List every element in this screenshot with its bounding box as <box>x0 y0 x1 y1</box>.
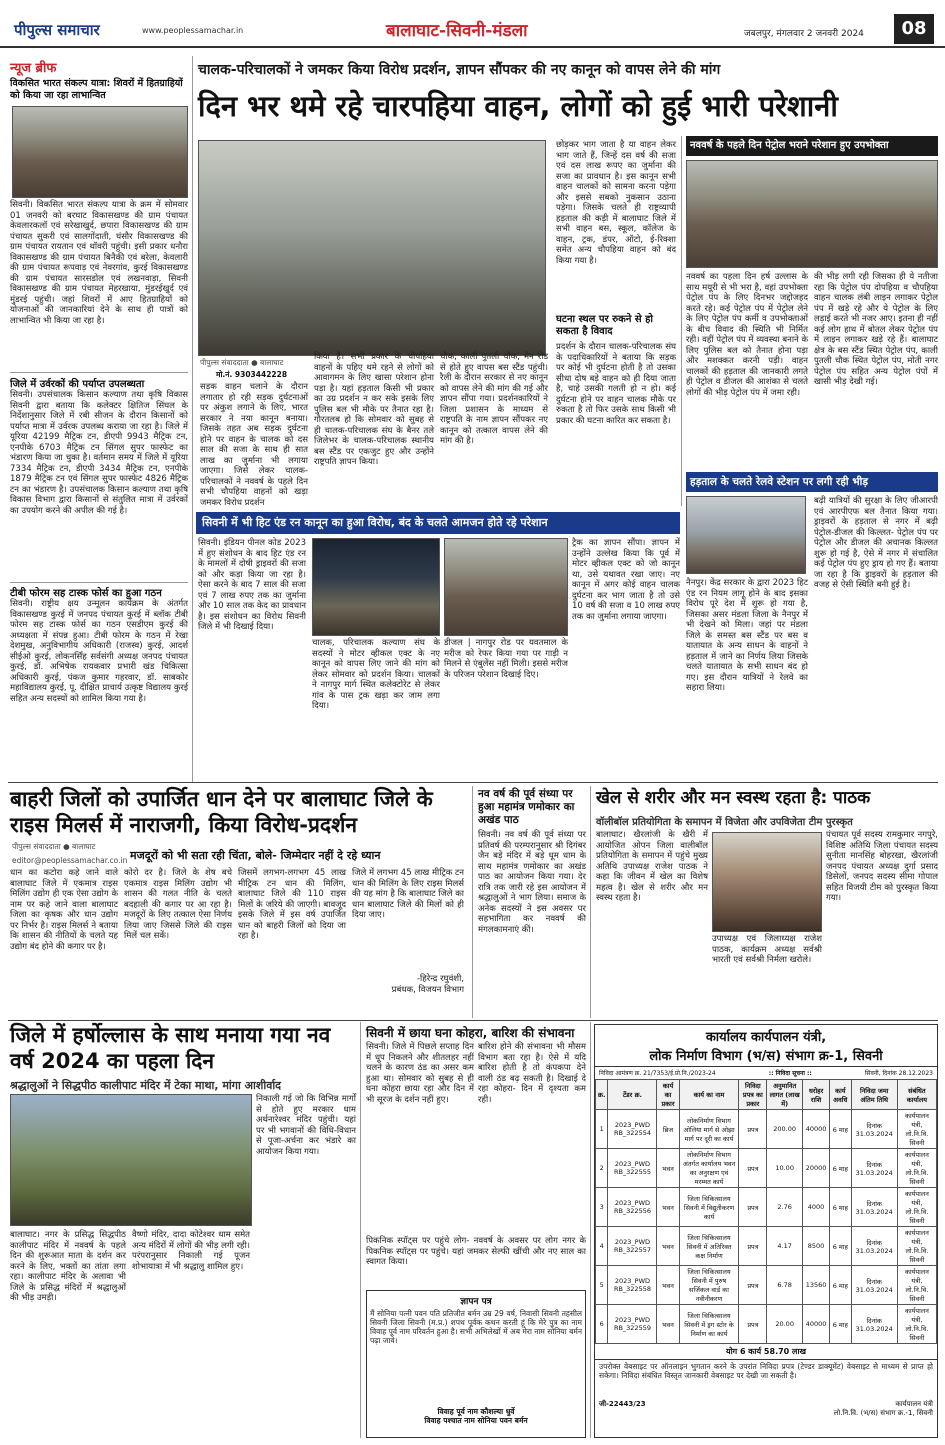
rice-headline: बाहरी जिलों को उपार्जित धान देने पर बालाघाट जिले के राइस मिलर्स में नाराजगी, किया विरोध-प्रदर्शन <box>10 787 433 837</box>
tender-cell: प्रपत्र <box>739 1266 767 1305</box>
tender-row <box>596 1266 937 1305</box>
tender-cell: 2023_PWD RB_322554 <box>608 1110 657 1149</box>
rice-signoff: -हिरेन्द्र रघुवंशी, प्रबंधक, विजयन विभाग <box>391 974 464 995</box>
tender-cell: 40000 <box>803 1305 830 1344</box>
nye-headline: नव वर्ष की पूर्व संध्या पर हुआ महामंत्र णमोकार का अखंड पाठ <box>478 788 575 826</box>
temple-col2: वैष्णो मंदिर, दादा कोटेश्वर धाम समेत अन्य मंदिरों में लोगों की भीड़ लगी रही। परंपरानुसार निकाली गई पूजन शोभायात्रा में भी श्रद्धालु शामिल हुए। <box>132 1230 250 1272</box>
tender-col-header: अनुमानित लागत (लाख में) <box>767 1080 803 1110</box>
sports-photo <box>712 832 822 932</box>
petrol-headline: नववर्ष के पहले दिन पेट्रोल भराने परेशान हुए उपभोक्ता <box>686 136 938 156</box>
rice-col4: जिले में लगभग 45 लाख मीट्रिक टन धान की मिलिंग के लिए राइस मिलर्स की यह मांग है कि बालाघाट जिले का धान बालाघाट जिले की मिलों को ही दिया जाए। <box>352 868 464 920</box>
legal-notice-title: ज्ञापन पत्र <box>460 1297 492 1307</box>
tender-cell: 4 <box>596 1227 608 1266</box>
tender-col-header: निविदा जमा अंतिम तिथि <box>851 1080 897 1110</box>
tender-cell: 6 माह <box>829 1305 851 1344</box>
tender-code: जी-22443/23 <box>599 1400 646 1408</box>
lead-subhead: घटना स्थल पर रुकने से हो सकता है विवाद <box>556 314 653 337</box>
sports-col1: बालाघाट। खैरलांजी के खैरी में आयोजित ओपन जिला वालीबॉल प्रतियोगिता के समापन में पहुंचे मुख्य अतिथि उपाध्यक्ष राजेश पाठक ने कहा कि जीवन में खेल का विशेष महत्व है। खेल से शरीर और मन स्वस्थ रहता है। <box>596 830 708 903</box>
brief-2-title: जिले में उर्वरकों की पर्याप्त उपलब्धता <box>10 379 145 390</box>
lead-col1: सड़क वाहन चलाने के दौरान लगातार हो रही सड़क दुर्घटनाओं पर अंकुश लगाने के लिए, भारत सरकार ने नया कानून बनाया। जिसके तहत अब सड़क दुर्घटना होने पर वाहन के चालक को दस साल की सजा के साथ ही सात लाख का जुर्माना भी लगाया जाएगा। जिसे लेकर चालक-परिचालकों ने नववर्ष के पहले दिन सभी चौपहिया वाहनों को खड़ा जमकर विरोध प्रदर्शन <box>200 382 308 508</box>
issue-date: जबलपुर, मंगलवार 2 जनवरी 2024 <box>744 29 864 39</box>
legal-notice-body: मैं सोनिया पत्नी पवन पति प्रतिजीत बर्मन उम्र 29 वर्ष, निवासी सिवनी तहसील सिवनी जिला सिवनी (म.प्र.) शपथ पूर्वक कथन करती हूं कि मेरे पुत्र का नाम विवाह पूर्व नाम परिवर्तन हुआ है। सभी अभिलेखों में अब मेरा नाम सोनिया बर्मन पढ़ा जावे। <box>370 1309 582 1345</box>
tender-cell: लोकनिर्माण विभाग ओलिया मार्ग से ओझा मार्ग पर दूरी का कार्य <box>679 1110 739 1149</box>
tender-cell: दिनांक 31.03.2024 <box>851 1110 897 1149</box>
tender-cell: 200.00 <box>767 1110 803 1149</box>
tender-cell: 2 <box>596 1149 608 1188</box>
brand-logo: पीपुल्स समाचार <box>14 21 100 39</box>
tender-col-header: क्र. <box>596 1080 608 1110</box>
rail-col1: नैनपुर। केंद्र सरकार के द्वारा 2023 हिट एंड रन नियम लागू होने के बाद इसका विरोध पूरे देश में शुरू हो गया है, जिसका असर मंडला जिला के नैनपुर में भी देखने को मिला। जहां पर मंडला जिले के समस्त बस स्टैंड पर बस व यातायात के अन्य साधन के वाहनों ने हड़ताल में जाने का निर्णय लिया जिसके चलते यातायात के सभी साधन बंद हो गए। इस दौरान यात्रियों ने रेलवे का सहारा लिया। <box>686 578 808 693</box>
tender-cell: कार्यपालन यंत्री, लो.नि.वि. सिवनी <box>897 1266 936 1305</box>
tender-ref: निविदा आमंत्रण क्र. 21/7353/ई.प्रो.नि./2023-24 <box>599 1070 716 1077</box>
tender-cell: 2023_PWD RB_322557 <box>608 1227 657 1266</box>
tender-cell: प्रपत्र <box>739 1188 767 1227</box>
petrol-col2: की भीड़ लगी रही जिसका ही ये नतीजा रहा कि पेट्रोल पंप दोपहिया व चौपहिया वाहन चालक लंबी लाइन लगाकर पेट्रोल पंप में खड़े रहे और ये पेट्रोल के लिए लड़ाई करते भी नजर आए। इतना ही नहीं कई लोग हाथ में बोतल लेकर पेट्रोल पंप में लाइन लगाकर खड़े रहे हैं। बालाघाट क्षेत्र के बस स्टैंड स्थित पेट्रोल पंप, काली पुतली चौक स्थित पेट्रोल पंप, मोती नगर पेट्रोल पंप सहित अन्य पेट्रोल पंपों में खासी भीड़ देखी गई। <box>814 272 938 387</box>
seoni-caption-2: डीजल | नागपुर रोड पर यवतमाल के मरीज को रेफर किया गया पर गाड़ी न मिलने से एंबुलेंस नहीं मिली। इससे मरीज के परिजन परेशान दिखाई दिए। <box>444 638 568 680</box>
tender-row <box>596 1227 937 1266</box>
brief-3-body: सिवनी। राष्ट्रीय क्षय उन्मूलन कार्यक्रम के अंतर्गत विकासखण्ड कुरई में जनपद पंचायत कुरई में ब्लॉक टीबी फोरम सह टास्क फोर्स का गठन एसडीएम कुरई की अध्यक्षता में संपन्न हुआ। टीबी फोरम के गठन में रेखा देशमुख, अनुविभागीय अधिकारी (राजस्व) कुरई, आदर्श सीईओ कुरई, लोकनर्सिंह सर्वसंगी अध्यक्ष जनपद पंचायत कुरई, डॉ. अभिषेक रायकवार प्रभारी खंड चिकित्सा अधिकारी कुरई, पंकज कुमार गहरवार, डॉ. साबकोर महाविद्यालय कुरई, पू. दीक्षित प्राचार्य उत्कृष्ट विद्यालय कुरई सहित अन्य सदस्यों को शामिल किया गया है। <box>10 599 188 704</box>
tender-cell: भवन <box>657 1227 679 1266</box>
tender-cell: कार्यपालन यंत्री, लो.नि.वि. सिवनी <box>897 1110 936 1149</box>
seoni-photo-2 <box>444 538 568 636</box>
tender-cell: 2023_PWD RB_322556 <box>608 1188 657 1227</box>
tender-cell: दिनांक 31.03.2024 <box>851 1305 897 1344</box>
tender-cell: जिला चिकित्सालय सिवनी में विद्युतीकरण कार्य <box>679 1188 739 1227</box>
brief-1-body: सिवनी। विकसित भारत संकल्प यात्रा के क्रम में सोमवार 01 जनवरी को बरघाट विकासखण्ड की ग्राम पंचायत केवलारकलॉ एवं सरेखाखुर्द, छपारा विकासखण्ड की ग्राम पंचायत सुकरी एवं सालगोंदाती, घंसौर विकासखण्ड की ग्राम पंचायत रायतान एवं थॉवरी पहुंची। इसी प्रकार धनौरा विकासखण्ड की ग्राम पंचायत बिनैकी एवं बरेला, केवलारी की ग्राम पंचायत रूपवाड़ एवं नेवरगांव, कुरई विकासखण्ड की ग्राम पंचायत सारसडोल एवं लखनवाड़ा, सिवनी विकासखण्ड की ग्राम पंचायत मेहरखाया, मुंडरईखुर्द एवं मुंडरई पहुंची। जहां शिवरों में आए हितग्राहियों को योजनाओं की जानकारियां देने के साथ ही पात्रों को लाभान्वित भी किया जा रहा है। <box>10 200 188 326</box>
tender-col-header: संबंधित कार्यालय <box>897 1080 936 1110</box>
tender-cell: प्रपत्र <box>739 1305 767 1344</box>
weather-col1: सिवनी। जिले में पिछले सप्ताह दिन में धूप निकलने और शीतलहर नहीं चलने के कारण ठंड का असर कम हुआ था। सोमवार को सुबह से ही घना कोहरा छाया रहा और दिन में भी सूरज के दर्शन नहीं हुए। <box>366 1042 474 1105</box>
tender-cell: जिला चिकित्सालय सिवनी में अतिरिक्त कक्ष निर्माण <box>679 1227 739 1266</box>
tender-notice-label: :: निविदा सूचना :: <box>768 1070 812 1077</box>
sports-caption: उपाध्यक्ष एवं जिलाध्यक्ष राजेश पाठक, कार्यक्रम अध्यक्ष सर्वश्री भारती एवं सर्वश्री निर्मला खरोले। <box>712 934 822 965</box>
tender-cell: लोकनिर्माण विभाग अंतर्गत कार्यालय भवन का अनुरक्षण एवं मरम्मत कार्य <box>679 1149 739 1188</box>
masthead-url: www.peoplessamachar.in <box>142 26 244 35</box>
tender-cell: 40000 <box>803 1110 830 1149</box>
tender-sign: कार्यपालन यंत्री लो.नि.वि. (भ/स) संभाग क्र.-1, सिवनी <box>833 1400 933 1417</box>
tender-dept: लोक निर्माण विभाग (भ/स) संभाग क्र-1, सिवनी <box>649 1049 883 1064</box>
tender-cell: 2023_PWD RB_322559 <box>608 1305 657 1344</box>
tender-col-header: टेंडर क्र. <box>608 1080 657 1110</box>
lead-photo-credit: पीपुल्स संवाददाता ● बालाघाट <box>200 358 284 367</box>
legal-notice-footer: विवाह पूर्व नाम कौशल्या धुर्वे विवाह पश्चात नाम सोनिया पवन बर्मन <box>424 1407 528 1425</box>
tender-cell: 13560 <box>803 1266 830 1305</box>
tender-col-header: कार्य अवधि <box>829 1080 851 1110</box>
tender-notice <box>594 1024 938 1438</box>
sports-headline: खेल से शरीर और मन स्वस्थ रहता है: पाठक <box>596 788 871 808</box>
seoni-photo-1 <box>312 538 440 636</box>
tender-cell: दिनांक 31.03.2024 <box>851 1266 897 1305</box>
tender-office: कार्यालय कार्यपालन यंत्री, <box>705 1030 827 1045</box>
tender-cell: जिला चिकित्सालय सिवनी में पुरुष सर्जिकल वार्ड का नवीनीकरण <box>679 1266 739 1305</box>
lead-headline: दिन भर थमे रहे चारपहिया वाहन, लोगों को हुई भारी परेशानी <box>198 89 838 123</box>
rail-col2: बढ़ी यात्रियों की सुरक्षा के लिए जीआरपी एवं आरपीएफ बल तैनात किया गया। ड्राइवरों के हड़ताल से नगर में बढ़ी पेट्रोल-डीजल की किल्लत- पेट्रोल पंप पर पेट्रोल और डीजल की अचानक किल्लत शुरू हो गई है, ऐसे में नगर में संचालित कई पेट्रोल पंप हुए ड्राय हो गए हैं। बताया जा रहा है कि ड्राइवरों के हड़ताल की वजह से ऐसी स्थिति बनी हुई है। <box>814 496 938 590</box>
petrol-col1: नववर्ष का पहला दिन हर्ष उल्लास के साथ मयूरी से भी भरा है, वहां उपभोक्ता पेट्रोल पंप के लिए दिनभर जद्दोजहद करते रहे। कई पेट्रोल पंप में पेट्रोल लेने के लिए पेट्रोल पंप कर्मी व उपभोक्ताओं के बीच विवाद की स्थिति भी निर्मित रही। वहीं पेट्रोल पंप में व्यवस्था बनाने के लिए पुलिस बल को तैनात होना पड़ा और मशक्कत करनी पड़ी। वाहन चालकों की हड़ताल की जानकारी लगते ही पेट्रोल व डीजल की आशंका से चलते लोगों की भीड़ पेट्रोल पंप में जमा रही। <box>686 272 808 398</box>
tender-cell: 2023_PWD RB_322555 <box>608 1149 657 1188</box>
tender-cell: प्रपत्र <box>739 1110 767 1149</box>
tender-col-header: कार्य का प्रकार <box>657 1080 679 1110</box>
tender-row <box>596 1188 937 1227</box>
temple-col3: निकाली गई जो कि विभिन्न मार्गों से होते हुए मरकार धाम अर्थनारेश्वर मंदिर पहुंची। यहां पर भी भगवानों की विधि-विधान से पूजा-अर्चना कर भंडारे का आयोजन किया गया। <box>256 1094 356 1157</box>
tender-cell: 6 माह <box>829 1188 851 1227</box>
sports-subhead: वॉलीबॉल प्रतियोगिता के समापन में विजेता और उपविजेता टीम पुरस्कृत <box>596 817 853 828</box>
tender-cell: दिनांक 31.03.2024 <box>851 1188 897 1227</box>
tender-cell: 4.17 <box>767 1227 803 1266</box>
rice-col1: धान का कटोरा कहे जाने वाले बालाघाट जिले में एकमात्र राइस मिलिंग उद्योग ही एक ऐसा उद्योग के नाम पर कहे जाने वाला बालाघाट जिला का कृषक और धान उद्योग पर निर्भर है। राइस मिलर्स ने बताया कि शासन की नीतियों के चलते यह उद्योग बंद होने की कगार पर है। <box>10 868 118 952</box>
tender-cell: 2023_PWD RB_322558 <box>608 1266 657 1305</box>
tender-cell: कार्यपालन यंत्री, लो.नि.वि. सिवनी <box>897 1305 936 1344</box>
tender-row <box>596 1110 937 1149</box>
temple-col1: बालाघाट। नगर के प्रसिद्ध सिद्धपीठ कालीपाट मंदिर में नववर्ष के पहले दिन की शुरूआत माता के दर्शन कर करने के लिए, भक्तों का तांता लगा रहा। कालीपाट मंदिर के अलावा भी जिले के प्रसिद्ध मंदिरों में श्रद्धालुओं की भीड़ उमड़ी। <box>10 1230 126 1303</box>
tender-cell: भवन <box>657 1188 679 1227</box>
tender-cell: प्रपत्र <box>739 1227 767 1266</box>
tender-cell: भवन <box>657 1305 679 1344</box>
tender-col-header: निविदा प्रपत्र का प्रकार <box>739 1080 767 1110</box>
sports-col2: पंचायत पूर्व सदस्य रामकुमार नगपुरे, विशिष्ट अतिथि जिला पंचायत सदस्य सुनीता मानसिंह बोहरखा, खैरलांजी जनपद पंचायत अध्यक्ष दुर्गा प्रसाद डिसेलों, जनपद सदस्य सीमा गोपाल सहित विजयी टीम को पुरस्कृत किया गया। <box>826 830 938 903</box>
brief-1-photo <box>12 106 188 198</box>
brief-1-title: विकसित भारत संकल्प यात्रा: शिवरों में हितग्राहियों को किया जा रहा लाभान्वित <box>10 78 183 101</box>
lead-col3: चौक, काली पुतली चौक, मेन रोड से होते हुए वापस बस स्टैंड पहुंची। रैली के दौरान सरकार से नए कानून को वापस लेने की मांग की गई और ज्ञापन सौंपा गया। प्रदर्शनकारियों ने जिला प्रशासन के माध्यम से राष्ट्रपति के नाम ज्ञापन सौंपकर नए कानून को तत्काल वापस लेने की मांग की है। <box>440 352 548 446</box>
tender-date: सिवनी, दिनांक 28.12.2023 <box>864 1070 933 1077</box>
tender-cell: 8500 <box>803 1227 830 1266</box>
tender-cell: 6.78 <box>767 1266 803 1305</box>
brief-3-title: टीबी फोरम सह टास्क फोर्स का हुआ गठन <box>10 588 162 599</box>
weather-headline: सिवनी में छाया घना कोहरा, बारिश की संभावना <box>366 1026 575 1040</box>
rice-credit: पीपुल्स संवाददाता ● बालाघाट <box>12 842 96 851</box>
rice-col2: कोरो दर है। जिले के शेष बचे एकमात्र राइस मिलिंग उद्योग भी शासन की गलत नीति के चलते बदहाली की कगार पर आ रहा है। मजदूरों के लिए तत्काल ऐसा निर्णय लिया जाए जिससे जिले की राइस मिलें चल सकें। <box>124 868 232 941</box>
tender-cell: ब्रिज <box>657 1110 679 1149</box>
weather-col2: बारिश होने की संभावना भी मौसम विभाग बता रहा है। ऐसे में यदि बारिश होती है तो कंपकपा देने वाली ठंड बढ़ सकती है। दिखाई दे रहा कोहरा- दिन में दृश्यता कम रही। <box>478 1042 586 1105</box>
rice-email: editor@peoplessamachar.co.in <box>12 856 128 865</box>
tender-cell: जिला चिकित्सालय सिवनी में ड्रग स्टोर के निर्माण का कार्य <box>679 1305 739 1344</box>
lead-col4: छोड़कर भाग जाता है या वाहन लेकर भाग जाते हैं, जिन्हें दस वर्ष की सजा एवं दस लाख रूपए का जुर्माना की सजा का प्रावधान है। इस कानून सभी वाहन चालकों को सामना करना पड़ेगा और इससे सबको नुकसान उठाना पड़ेगा। जिसके चलते ही राष्ट्रव्यापी हड़ताल की कड़ी में बालाघाट जिले में सभी वाहन बस, स्कूल, कॉलेज के वाहन, ट्रक, डंपर, ऑटो, ई-रिक्शा समेत अन्य चौपहिया वाहन को बंद किया गया है। <box>556 140 676 266</box>
tender-cell: 6 माह <box>829 1110 851 1149</box>
tender-cell: कार्यपालन यंत्री, लो.नि.वि. सिवनी <box>897 1227 936 1266</box>
news-brief-label: न्यूज ब्रीफ <box>10 61 57 76</box>
tender-cell: 6 <box>596 1305 608 1344</box>
tender-cell: भवन <box>657 1149 679 1188</box>
tender-cell: 3 <box>596 1188 608 1227</box>
page-number: 08 <box>894 14 934 44</box>
seoni-headline: सिवनी में भी हिट एंड रन कानून का हुआ विरोध, बंद के चलते आमजन होते रहे परेशान <box>196 512 680 534</box>
rail-photo <box>686 496 806 574</box>
tender-cell: कार्यपालन यंत्री, लो.नि.वि. सिवनी <box>897 1188 936 1227</box>
tender-col-header: धरोहर राशि <box>803 1080 830 1110</box>
masthead <box>0 0 945 48</box>
temple-headline: जिले में हर्षोल्लास के साथ मनाया गया नव वर्ष 2024 का पहला दिन <box>10 1023 331 1073</box>
section-title: बालाघाट-सिवनी-मंडला <box>386 21 528 41</box>
tender-cell: 10.00 <box>767 1149 803 1188</box>
tender-cell: 6 माह <box>829 1266 851 1305</box>
petrol-photo <box>686 160 938 268</box>
rice-col3: जिसमें लगभग-लगभग 45 लाख मीट्रिक टन धान की मिलिंग, बालाघाट जिले की 110 राइस मिलों के जरिये की जाएगी। बावजूद इसके जिले में इस वर्ष उपार्जित धान को बाहरी जिलों को दिया जा रहा है। <box>238 868 346 941</box>
lead-col2: किया है। सभी प्रकार के चौपहिया वाहनों के पहिए थमे रहने से लोगों को आवागमन के लिए खासा परेशान होना पड़ा है। यहां हड़ताल किसी भी प्रकार का उग्र प्रदर्शन न कर सके इसके लिए पुलिस बल भी मौके पर तैनात रहा है। गौरतलब हो कि सोमवार को सुबह से ही चालक-परिचालक संघ के बैनर तले जिलेभर के चालक-परिचालक स्थानीय बस स्टैंड पर एकजुट हुए और उन्होंने राष्ट्रपति ज्ञापन किया। <box>314 352 434 467</box>
tender-cell: 1 <box>596 1110 608 1149</box>
lead-mobile: मो.नं. 9303442228 <box>216 370 288 379</box>
tender-cell: कार्यपालन यंत्री, लो.नि.वि. सिवनी <box>897 1149 936 1188</box>
seoni-col1: सिवनी। इंडियन पीनल कोड 2023 में हुए संशोधन के बाद हिट एंड रन के मामलों में दोषी ड्राइवरों की सजा को और कड़ा किया जा रहा है। ऐसा करने के बाद 7 साल की सजा एवं 7 लाख रुपए तक का जुर्माना और 10 साल तक केद का प्रावधान है। इस संशोधन का विरोध सिवनी जिले में भी दिखाई दिया। <box>198 538 306 632</box>
brief-2-body: सिवनी। उपसंचालक किसान कल्याण तथा कृषि विकास सिवनी द्वारा बताया कि कलेक्टर क्षितिज सिंघल के निर्देशानुसार जिले में रबी सीजन के दौरान किसानों को पर्याप्त मात्रा में उर्वरक उपलब्ध कराया जा रहा है। जिले में यूरिया 42199 मैट्रिक टन, डीएपी 9943 मैट्रिक टन, एनपीके 6703 मैट्रिक टन सिंगल सुपर फास्फेट का भंडारण किया जा चुका है। वर्तमान समय में जिले में यूरिया 7334 मैट्रिक टन, डीएपी 3434 मैट्रिक टन, एनपीके 1879 मैट्रिक टन एवं सिंगल सुपर फास्फेट 4826 मैट्रिक टन का भंडारण है। उपसंचालक किसान कल्याण तथा कृषि विकास विभाग द्वारा किसानों से संतुलित मात्रा में उर्वरकों का उपयोग करने की अपील की गई है। <box>10 390 188 516</box>
tender-col-header: कार्य का नाम <box>679 1080 739 1110</box>
legal-notice-box <box>366 1290 586 1438</box>
tender-footer: उपरोक्त वेबसाइट पर ऑनलाइन भुगतान करने के उपरांत निविदा प्रपत्र (टेण्डर डाक्यूमेंट) वेबसाइट से माध्यम से प्राप्त हो सकेगा। निविदा संबंधित विस्तृत जानकारी वेबसाइट पर देखी जा सकती है। <box>599 1362 933 1380</box>
tender-row <box>596 1305 937 1344</box>
tender-cell: 6 माह <box>829 1227 851 1266</box>
tender-cell: 5 <box>596 1266 608 1305</box>
tender-cell: 20000 <box>803 1149 830 1188</box>
tender-cell: दिनांक 31.03.2024 <box>851 1227 897 1266</box>
tender-cell: 4000 <box>803 1188 830 1227</box>
seoni-caption-1: चालक, परिचालक कल्याण संघ के सदस्यों ने मोटर व्हीकल एक्ट के नए कानून को वापस लिए जाने की मांग को लेकर सोमवार को प्रदर्शन किया। चालकों ने नागपुर मार्ग स्थित कलेक्टोरेट से लेकर गांव के पास ट्रक खड़ा कर जाम लगा दिया। <box>312 638 440 711</box>
lead-kicker: चालक-परिचालकों ने जमकर किया विरोध प्रदर्शन, ज्ञापन सौंपकर की नए कानून को वापस लेने की मांग <box>198 62 721 78</box>
lead-col4b: प्रदर्शन के दौरान चालक-परिचालक संघ के पदाधिकारियों ने बताया कि सड़क पर कोई भी दुर्घटना होती है तो उसका सीधा दोष बड़े वाहन को ही दिया जाता है, चाहे उसकी गलती हो न हो। कई दुर्घटना होने पर वाहन चालक मौके पर रुकता है तो फिर उसके साथ किसी भी प्रकार की घटना कारित कर सकता है। <box>556 342 676 426</box>
tender-cell: भवन <box>657 1266 679 1305</box>
nye-body: सिवनी। नव वर्ष की पूर्व संध्या पर प्रतिवर्ष की परम्परानुसार श्री दिगंबर जैन बड़े मंदिर में बड़े धूम धाम के साथ महामंत्र णमोकार का अखंड पाठ का आयोजन किया गया। देर रात्रि तक जारी रहे इस आयोजन में श्रद्धालुओं ने भाग लिया। समाज के अनेक सदस्यों ने इस अवसर पर सहभागिता कर नववर्ष की मंगलकामनाएं कीं। <box>478 830 586 935</box>
tender-cell: प्रपत्र <box>739 1149 767 1188</box>
tender-row <box>596 1149 937 1188</box>
tender-cell: 6 माह <box>829 1149 851 1188</box>
temple-subhead: श्रद्धालुओं ने सिद्धपीठ कालीपाट मंदिर में टेका माथा, मांगा आशीर्वाद <box>10 1079 282 1092</box>
tender-total: योग 6 कार्य 58.70 लाख <box>595 1344 937 1360</box>
seoni-col3: ट्रैक का ज्ञापन सौंपा। ज्ञापन में उन्होंने उल्लेख किया कि पूर्व में मोटर व्हीकल एक्ट को जो कानून था, उसे यथावत रखा जाए। नए कानून में अगर कोई वाहन चालक दुर्घटना कर भाग जाता है तो उसे 10 वर्ष की सजा व 10 लाख रुपए तक का जुर्माना लगाया जाएगा। <box>572 538 680 622</box>
temple-photo <box>10 1094 252 1226</box>
rail-headline: हड़ताल के चलते रेलवे स्टेशन पर लगी रही भीड़ <box>686 472 938 492</box>
tender-cell: 20.00 <box>767 1305 803 1344</box>
tender-cell: 2.76 <box>767 1188 803 1227</box>
tender-table <box>595 1079 937 1344</box>
rice-subhead: मजदूरों को भी सता रही चिंता, बोले- जिम्मेदार नहीं दे रहे ध्यान <box>130 849 381 862</box>
lead-photo <box>198 140 546 356</box>
temple-col4: पिकनिक स्पॉट्स पर पहुंचे लोग- नववर्ष के अवसर पर लोग नगर के पिकनिक स्पॉट्स पर पहुंचे। यहां जमकर सेल्फी खींची और नए साल का स्वागत किया। <box>366 1236 586 1267</box>
tender-cell: दिनांक 31.03.2024 <box>851 1149 897 1188</box>
